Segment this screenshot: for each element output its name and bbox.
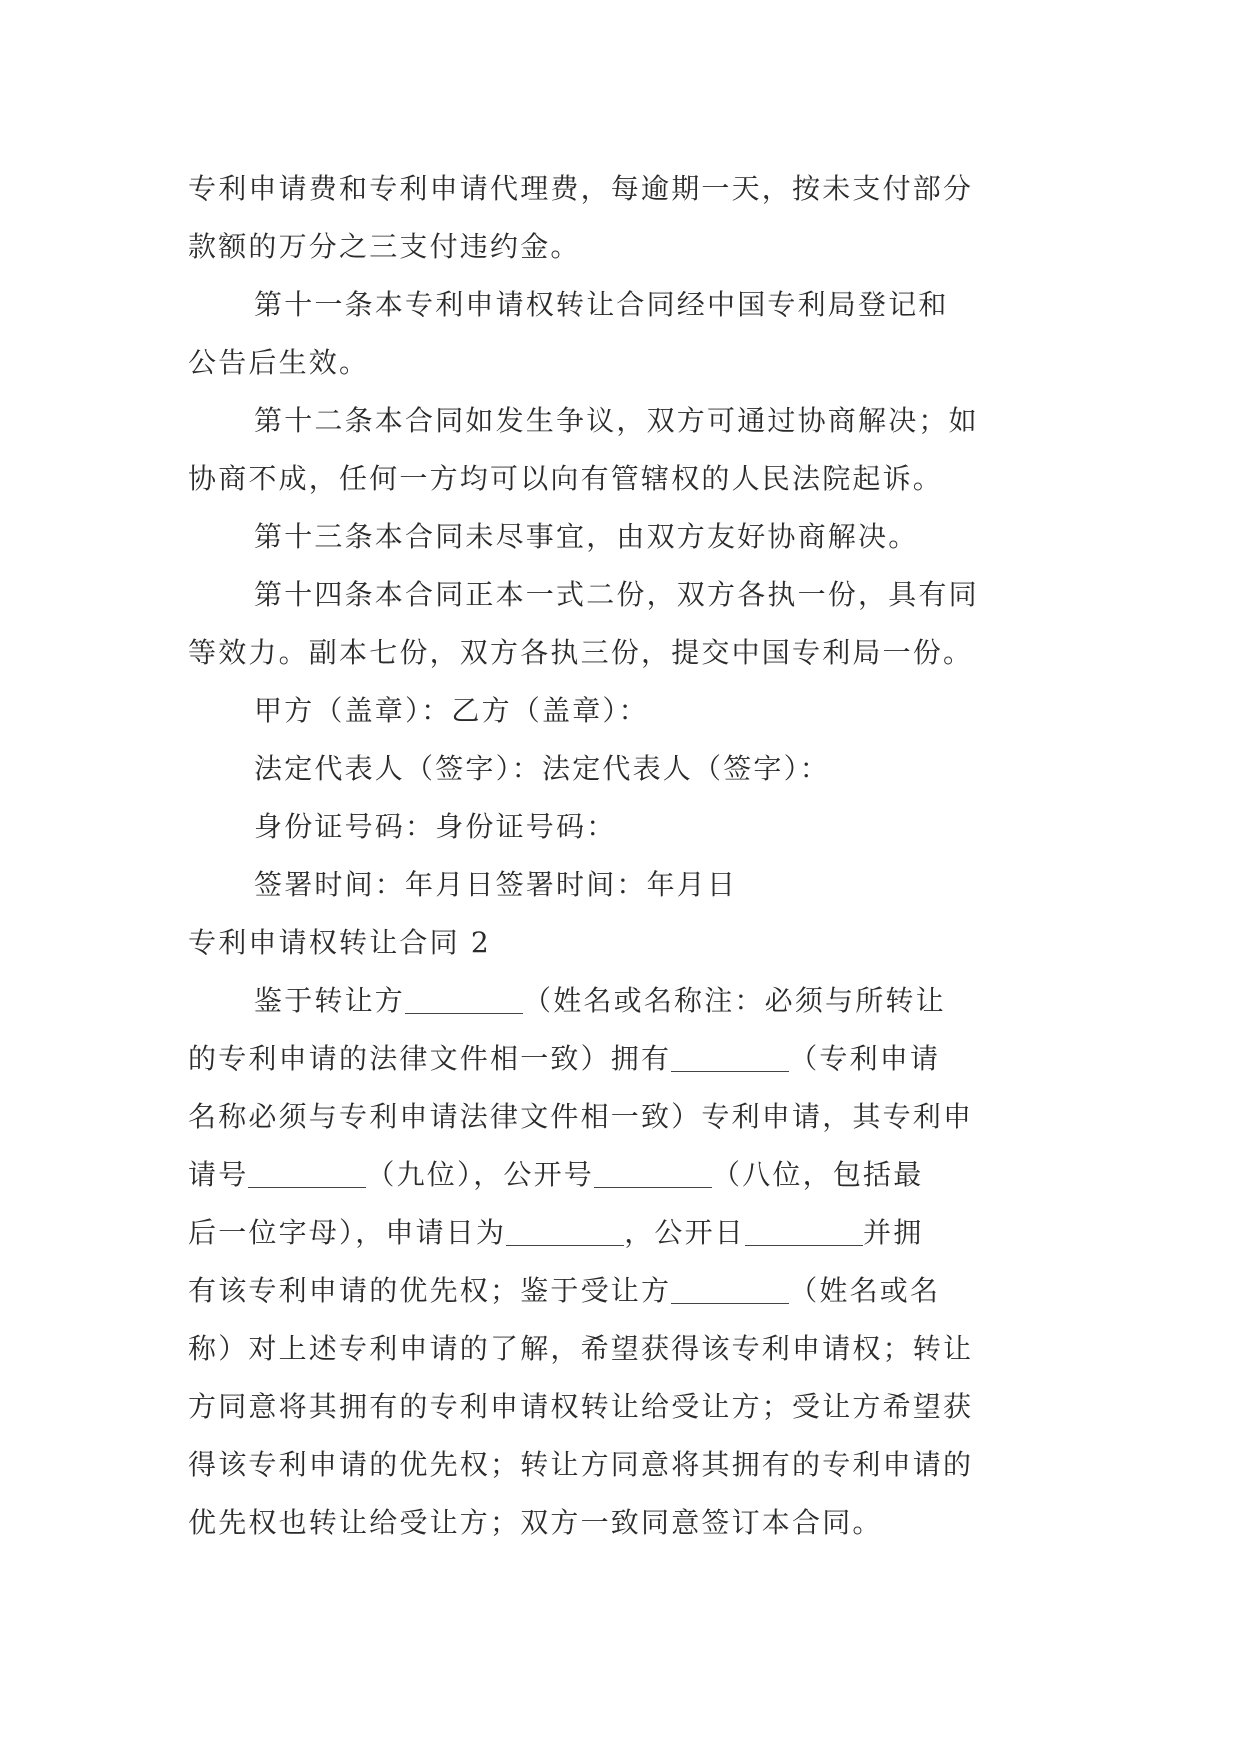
- text-segment: （八位，包括最: [712, 1158, 924, 1191]
- legal-representative-line: 法定代表人（签字）：法定代表人（签字）：: [254, 752, 831, 785]
- fill-in-blank: [671, 1045, 789, 1072]
- preamble-line: [188, 1204, 1048, 1262]
- preamble-line: 优先权也转让给受让方；双方一致同意签订本合同。: [188, 1506, 883, 1539]
- fill-in-blank: [745, 1219, 863, 1246]
- fill-in-blank: [248, 1161, 366, 1188]
- fill-in-blank: [506, 1219, 624, 1246]
- fill-in-blank: [594, 1161, 712, 1188]
- preamble-line: 称）对上述专利申请的了解，希望获得该专利申请权；转让: [188, 1332, 974, 1365]
- document-body: [188, 160, 1048, 1552]
- paragraph-line: 公告后生效。: [188, 346, 370, 379]
- paragraph-line: 专利申请费和专利申请代理费，每逾期一天，按未支付部分: [188, 172, 974, 205]
- paragraph-line: 款额的万分之三支付违约金。: [188, 230, 581, 263]
- clause-12: 第十二条本合同如发生争议，双方可通过协商解决；如: [254, 404, 979, 437]
- clause-13: 第十三条本合同未尽事宜，由双方友好协商解决。: [254, 520, 919, 553]
- text-segment: （姓名或名: [789, 1274, 941, 1307]
- section-title: 专利申请权转让合同 2: [188, 926, 491, 959]
- preamble-line: [188, 1146, 1048, 1204]
- party-seal-line: 甲方（盖章）：乙方（盖章）：: [254, 694, 649, 727]
- text-segment: ，公开日: [624, 1216, 746, 1249]
- text-segment: 的专利申请的法律文件相一致）拥有: [188, 1042, 672, 1075]
- clause-11: 第十一条本专利申请权转让合同经中国专利局登记和: [254, 288, 949, 321]
- text-segment: 后一位字母），申请日为: [188, 1216, 507, 1249]
- clause-14: 第十四条本合同正本一式二份，双方各执一份，具有同: [254, 578, 979, 611]
- fill-in-blank: [671, 1277, 789, 1304]
- id-number-line: 身份证号码：身份证号码：: [254, 810, 617, 843]
- paragraph-line: 协商不成，任何一方均可以向有管辖权的人民法院起诉。: [188, 462, 944, 495]
- text-segment: 鉴于转让方: [254, 984, 406, 1017]
- text-segment: 有该专利申请的优先权；鉴于受让方: [188, 1274, 672, 1307]
- signing-date-line: 签署时间：年月日签署时间：年月日: [254, 868, 738, 901]
- preamble-line: 方同意将其拥有的专利申请权转让给受让方；受让方希望获: [188, 1390, 974, 1423]
- preamble-line: [188, 1262, 1048, 1320]
- text-segment: 请号: [188, 1158, 249, 1191]
- text-segment: 并拥: [863, 1216, 924, 1249]
- preamble-line: [188, 972, 1048, 1030]
- text-segment: （九位），公开号: [366, 1158, 595, 1191]
- preamble-line: 名称必须与专利申请法律文件相一致）专利申请，其专利申: [188, 1100, 974, 1133]
- fill-in-blank: [405, 987, 523, 1014]
- paragraph-line: 等效力。副本七份，双方各执三份，提交中国专利局一份。: [188, 636, 974, 669]
- preamble-line: [188, 1030, 1048, 1088]
- preamble-line: 得该专利申请的优先权；转让方同意将其拥有的专利申请的: [188, 1448, 974, 1481]
- text-segment: （姓名或名称注：必须与所转让: [523, 984, 946, 1017]
- text-segment: （专利申请: [789, 1042, 941, 1075]
